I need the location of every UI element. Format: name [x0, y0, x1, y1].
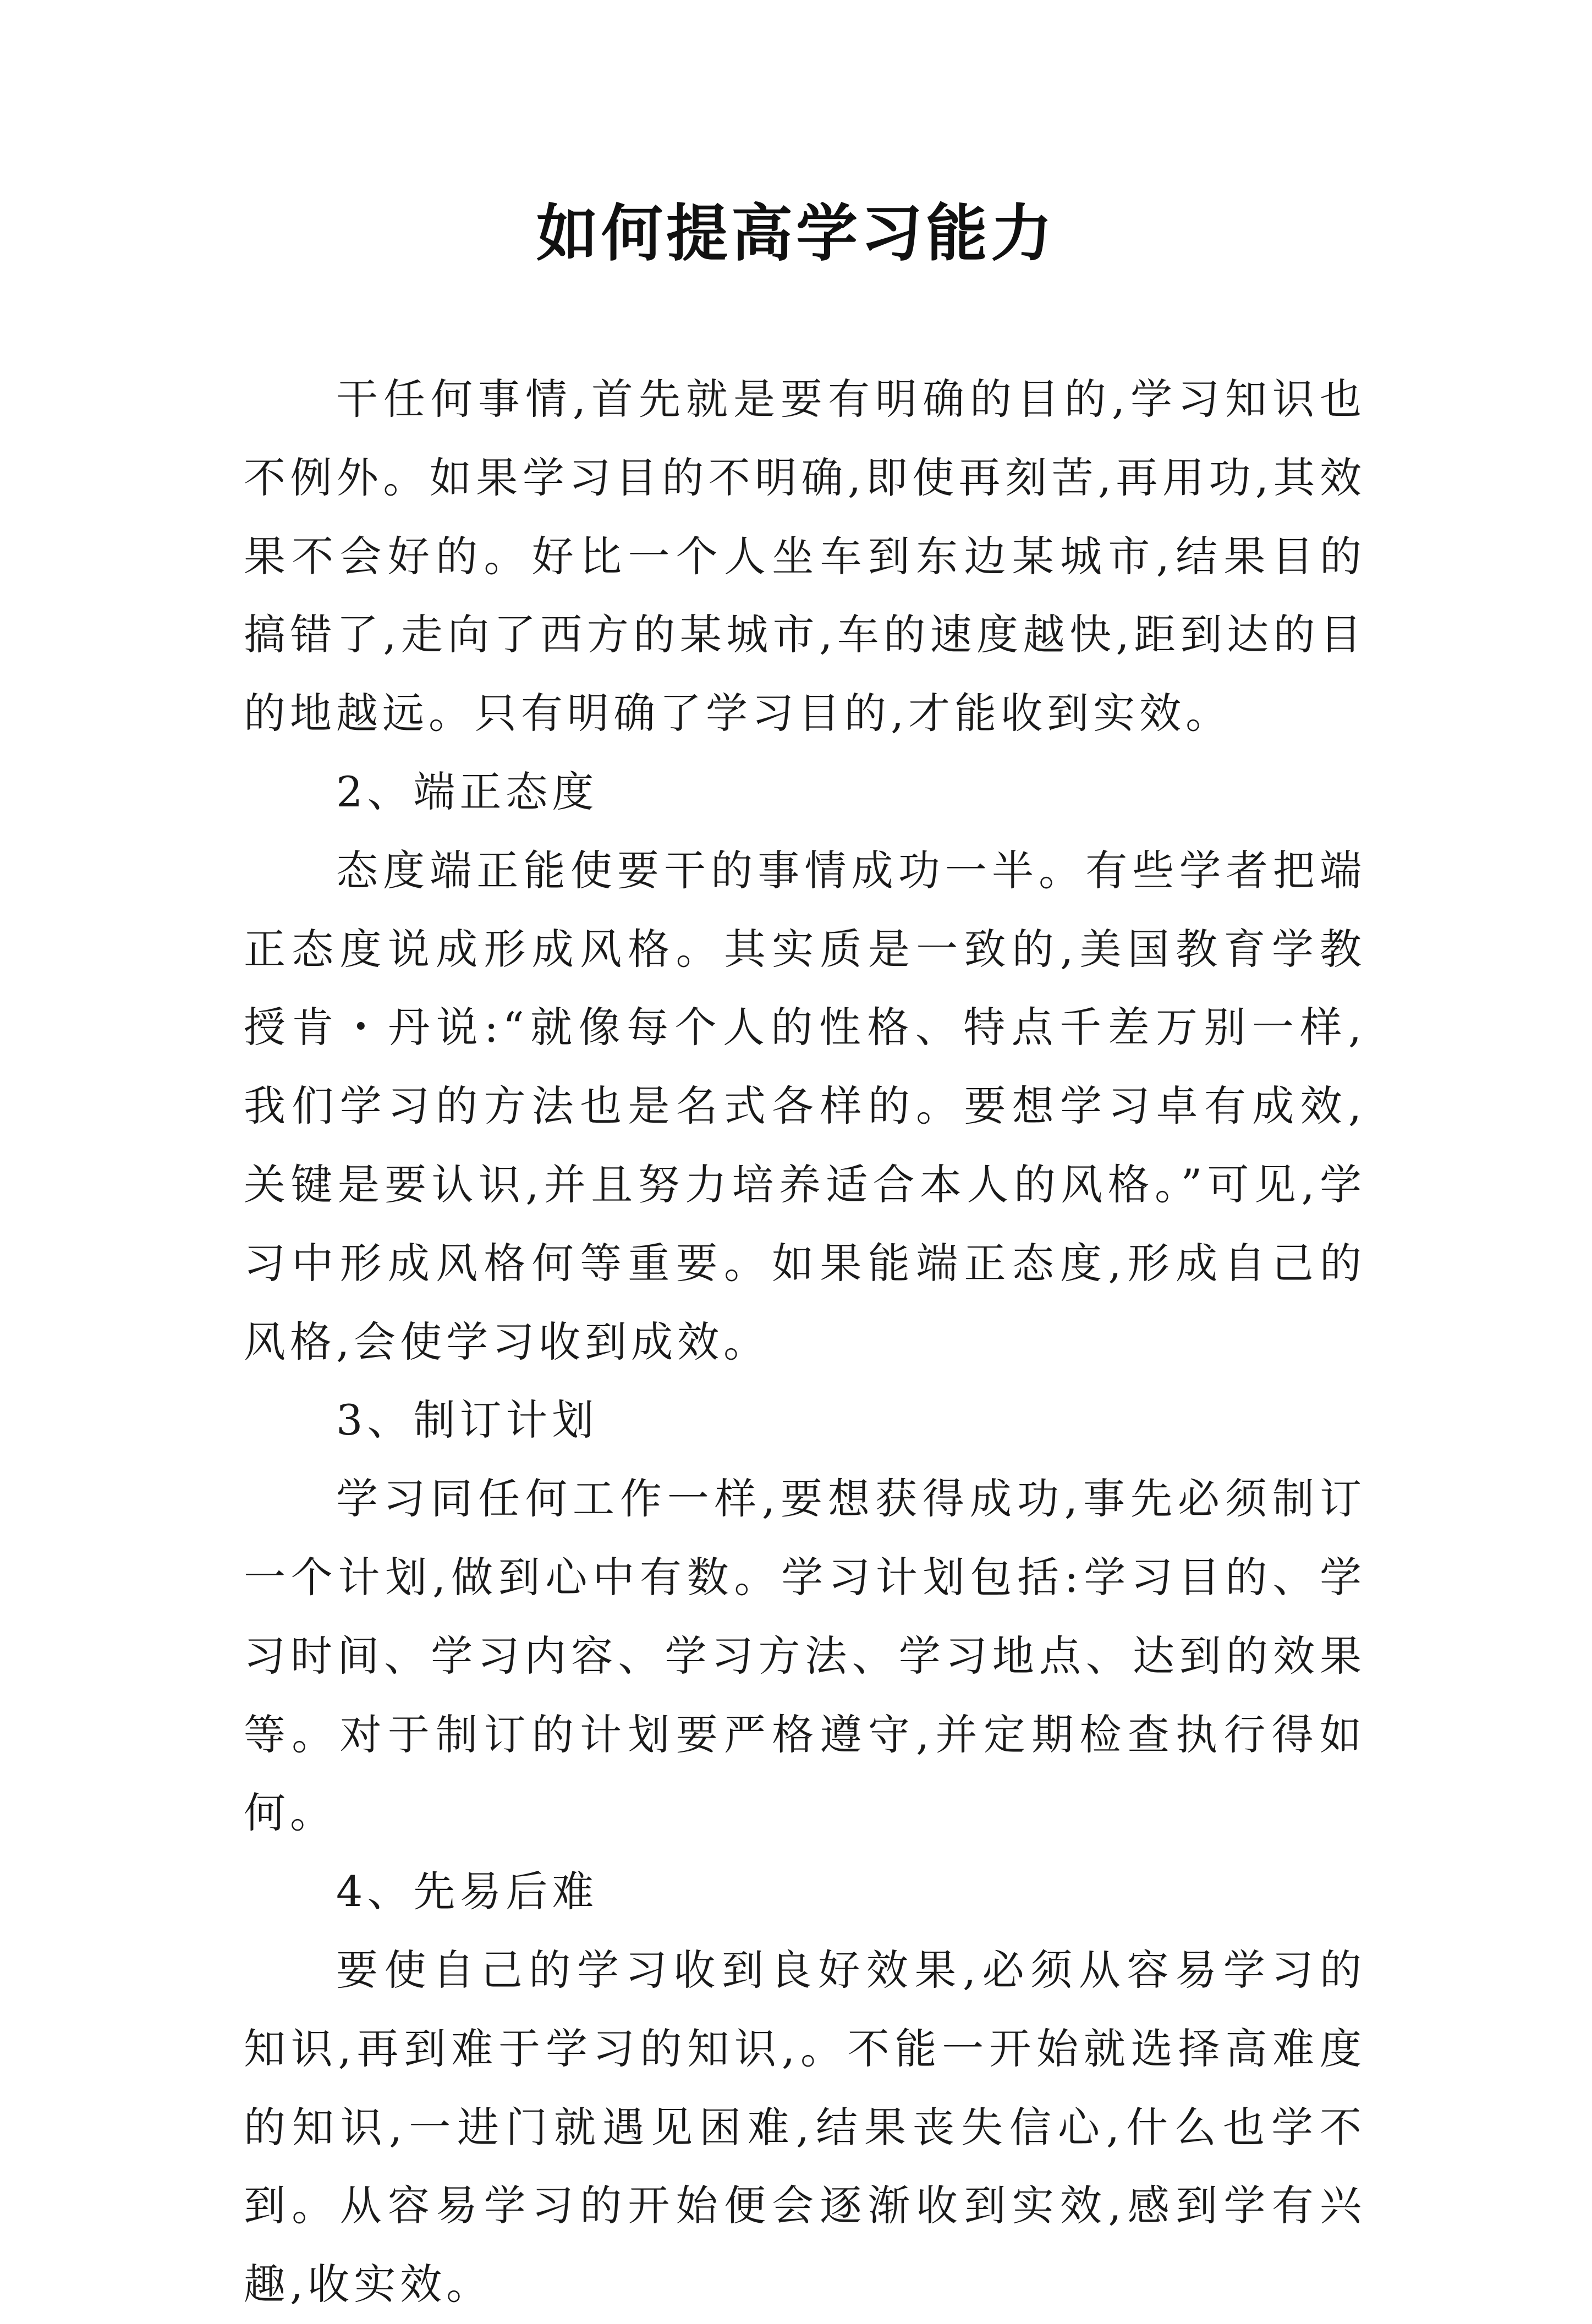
section-heading-attitude: 2、端正态度 [336, 767, 599, 816]
section-heading-easy-first: 4、先易后难 [336, 1867, 599, 1916]
paragraph-attitude: 态度端正能使要干的事情成功一半。有些学者把端正态度说成形成风格。其实质是一致的,美国教育学教授肯・丹说:“就像每个人的性格、特点千差万别一样,我们学习的方法也是名式各样的。要想学习卓有成效,关键是要认识,并且努力培养适合本人的风格。”可见,学习中形成风格何等重要。如果能端正态度,形成自己的风格,会使学习收到成效。 [244, 845, 1366, 1366]
paragraph-purpose: 干任何事情,首先就是要有明确的目的,学习知识也不例外。如果学习目的不明确,即使再刻苦,再用功,其效果不会好的。好比一个人坐车到东边某城市,结果目的搞错了,走向了西方的某城市,车的速度越快,距到达的目的地越远。只有明确了学习目的,才能收到实效。 [244, 375, 1366, 738]
paragraph-plan: 学习同任何工作一样,要想获得成功,事先必须制订一个计划,做到心中有数。学习计划包括:学习目的、学习时间、学习内容、学习方法、学习地点、达到的效果等。对于制订的计划要严格遵守,并定期检查执行得如何。 [244, 1474, 1366, 1838]
section-heading-plan: 3、制订计划 [336, 1396, 599, 1445]
document-title: 如何提高学习能力 [536, 197, 1056, 270]
document-body [244, 360, 1366, 2324]
paragraph-easy-first: 要使自己的学习收到良好效果,必须从容易学习的知识,再到难于学习的知识,。不能一开始就选择高难度的知识,一进门就遇见困难,结果丧失信心,什么也学不到。从容易学习的开始便会逐渐收到实效,感到学有兴趣,收实效。 [244, 1945, 1366, 2309]
